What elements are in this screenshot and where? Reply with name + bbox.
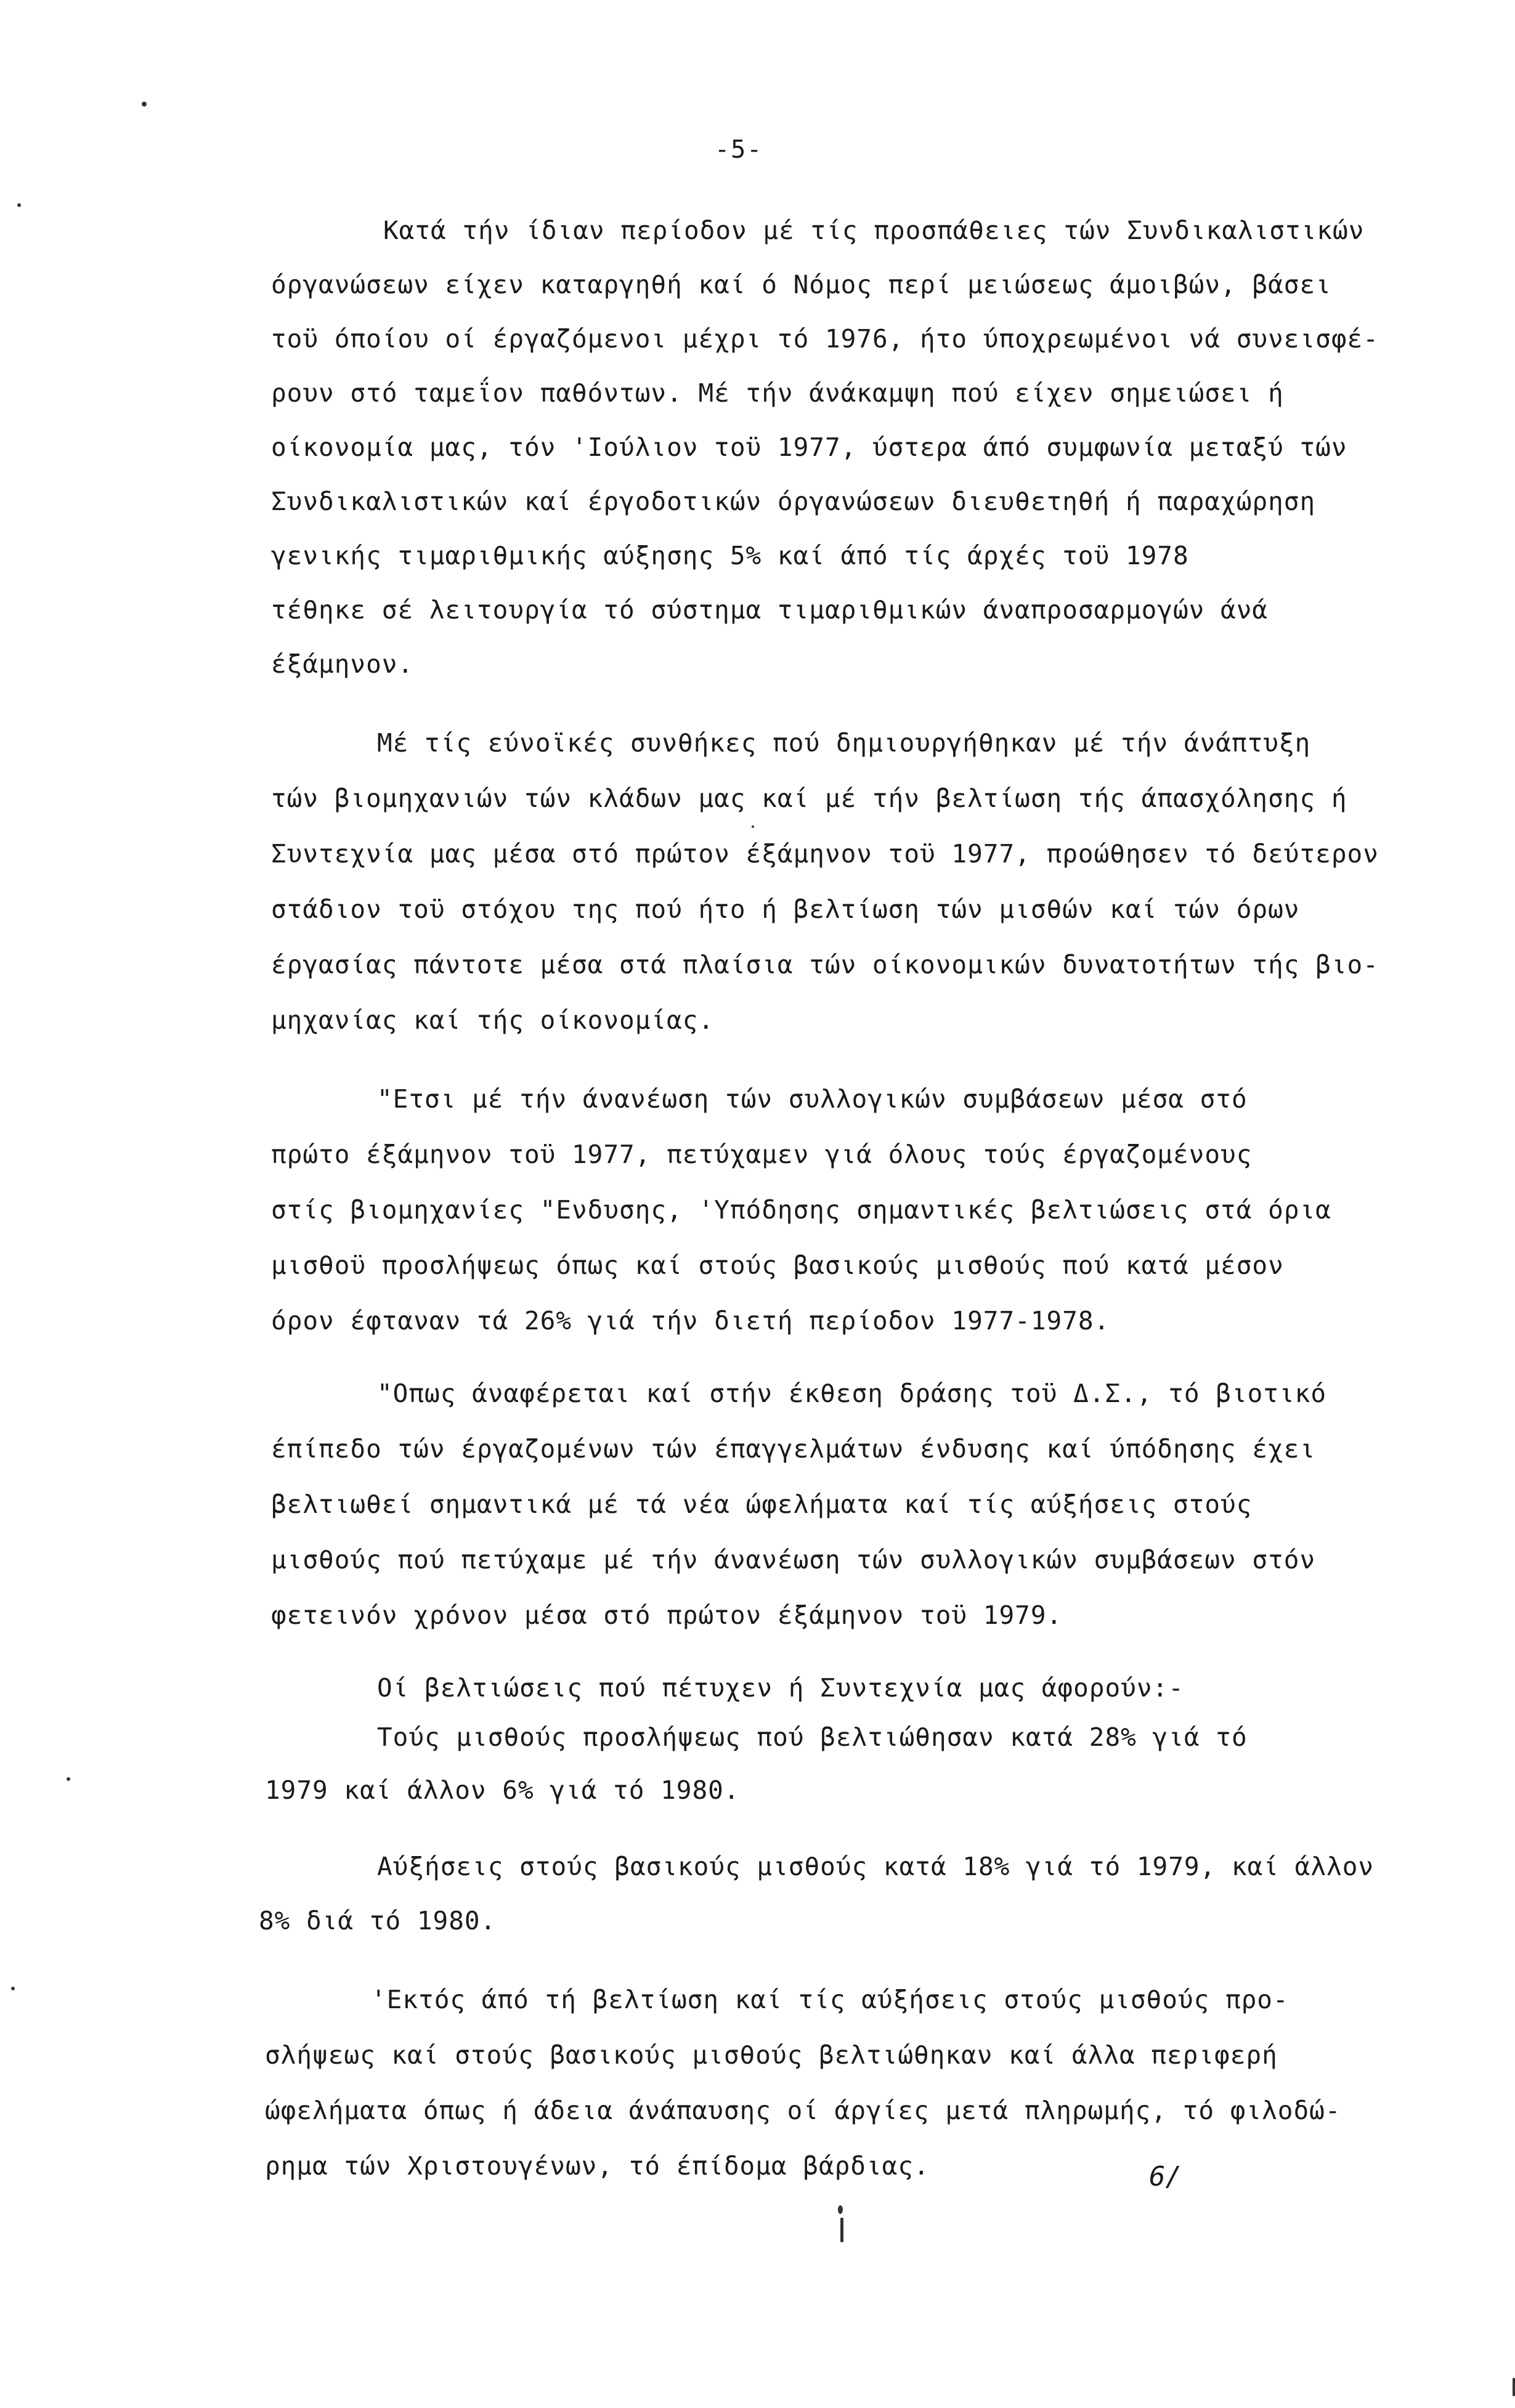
paragraph-5-line-3: 1979 καί άλλον 6% γιά τό 1980. xyxy=(265,1775,740,1805)
paragraph-7-line-3: ώφελήματα όπως ή άδεια άνάπαυσης οί άργίες μετά πληρωμής, τό φιλοδώ- xyxy=(265,2096,1341,2125)
scan-speck xyxy=(840,2218,843,2242)
paragraph-5-line-1: Οί βελτιώσεις πού πέτυχεν ή Συντεχνία μας άφορούν:- xyxy=(377,1673,1184,1703)
paragraph-1-line-8: τέθηκε σέ λειτουργία τό σύστημα τιμαριθμικών άναπροσαρμογών άνά xyxy=(271,595,1269,625)
paragraph-3-line-3: στίς βιομηχανίες "Ενδυσης, 'Υπόδησης σημαντικές βελτιώσεις στά όρια xyxy=(271,1195,1331,1225)
paragraph-7-line-1: 'Εκτός άπό τή βελτίωση καί τίς αύξήσεις στούς μισθούς προ- xyxy=(371,1985,1289,2014)
paragraph-3-line-4: μισθοϋ προσλήψεως όπως καί στούς βασικούς μισθούς πού κατά μέσον xyxy=(271,1251,1284,1280)
scan-speck xyxy=(67,1777,70,1781)
paragraph-1-line-9: έξάμηνον. xyxy=(271,649,414,679)
paragraph-4-line-3: βελτιωθεί σημαντικά μέ τά νέα ώφελήματα καί τίς αύξήσεις στούς xyxy=(271,1490,1253,1519)
paragraph-1-line-1: Κατά τήν ίδιαν περίοδον μέ τίς προσπάθειες τών Συνδικαλιστικών xyxy=(383,216,1365,245)
paragraph-1-line-3: τοϋ όποίου οί έργαζόμενοι μέχρι τό 1976, ήτο ύποχρεωμένοι νά συνεισφέ- xyxy=(271,324,1379,354)
scan-speck xyxy=(142,102,147,107)
paragraph-3-line-5: όρον έφταναν τά 26% γιά τήν διετή περίοδον 1977-1978. xyxy=(271,1306,1110,1336)
scan-speck xyxy=(1513,2378,1515,2396)
paragraph-5-line-2: Τούς μισθούς προσλήψεως πού βελτιώθησαν κατά 28% γιά τό xyxy=(377,1722,1248,1752)
paragraph-6-line-1: Αύξήσεις στούς βασικούς μισθούς κατά 18% γιά τό 1979, καί άλλον xyxy=(377,1852,1375,1881)
paragraph-2-line-4: στάδιον τοϋ στόχου της πού ήτο ή βελτίωση τών μισθών καί τών όρων xyxy=(271,894,1300,924)
page-number: -5- xyxy=(715,136,763,164)
paragraph-2-line-5: έργασίας πάντοτε μέσα στά πλαίσια τών οίκονομικών δυνατοτήτων τής βιο- xyxy=(271,950,1379,979)
paragraph-1-line-6: Συνδικαλιστικών καί έργοδοτικών όργανώσεων διευθετηθή ή παραχώρηση xyxy=(271,487,1316,516)
scan-speck xyxy=(17,203,21,207)
paragraph-2-line-3: Συντεχνία μας μέσα στό πρώτον έξάμηνον τοϋ 1977, προώθησεν τό δεύτερον xyxy=(271,839,1379,869)
paragraph-4-line-4: μισθούς πού πετύχαμε μέ τήν άνανέωση τών συλλογικών συμβάσεων στόν xyxy=(271,1545,1316,1575)
paragraph-1-line-5: οίκονομία μας, τόν 'Ιούλιον τοϋ 1977, ύστερα άπό συμφωνία μεταξύ τών xyxy=(271,432,1347,462)
paragraph-7-line-4: ρημα τών Χριστουγένων, τό έπίδομα βάρδιας. xyxy=(265,2151,930,2181)
paragraph-3-line-1: "Ετσι μέ τήν άνανέωση τών συλλογικών συμβάσεων μέσα στό xyxy=(377,1084,1248,1114)
paragraph-4-line-2: έπίπεδο τών έργαζομένων τών έπαγγελμάτων ένδυσης καί ύπόδησης έχει xyxy=(271,1434,1316,1464)
scan-speck xyxy=(11,1987,15,1990)
paragraph-1-line-4: ρουν στό ταμεΐον παθόντων. Μέ τήν άνάκαμψη πού είχεν σημειώσει ή xyxy=(271,378,1284,408)
paragraph-4-line-5: φετεινόν χρόνον μέσα στό πρώτον έξάμηνον τοϋ 1979. xyxy=(271,1600,1063,1630)
paragraph-6-line-2: 8% διά τό 1980. xyxy=(259,1906,497,1936)
paragraph-1-line-7: γενικής τιμαριθμικής αύξησης 5% καί άπό τίς άρχές τοϋ 1978 xyxy=(271,541,1189,570)
scan-speck xyxy=(838,2205,843,2214)
paragraph-2-line-2: τών βιομηχανιών τών κλάδων μας καί μέ τήν βελτίωση τής άπασχόλησης ή xyxy=(271,784,1347,813)
paragraph-1-line-2: όργανώσεων είχεν καταργηθή καί ό Νόμος περί μειώσεως άμοιβών, βάσει xyxy=(271,270,1331,299)
continuation-marker: 6/ xyxy=(1149,2161,1182,2192)
paragraph-2-line-1: Μέ τίς εύνοϊκές συνθήκες πού δημιουργήθηκαν μέ τήν άνάπτυξη xyxy=(377,728,1311,758)
paragraph-7-line-2: σλήψεως καί στούς βασικούς μισθούς βελτιώθηκαν καί άλλα περιφερή xyxy=(265,2040,1278,2070)
paragraph-3-line-2: πρώτο έξάμηνον τοϋ 1977, πετύχαμεν γιά όλους τούς έργαζομένους xyxy=(271,1140,1253,1169)
scan-speck xyxy=(752,825,754,828)
paragraph-4-line-1: "Οπως άναφέρεται καί στήν έκθεση δράσης τοϋ Δ.Σ., τό βιοτικό xyxy=(377,1379,1327,1408)
paragraph-2-line-6: μηχανίας καί τής οίκονομίας. xyxy=(271,1005,715,1035)
